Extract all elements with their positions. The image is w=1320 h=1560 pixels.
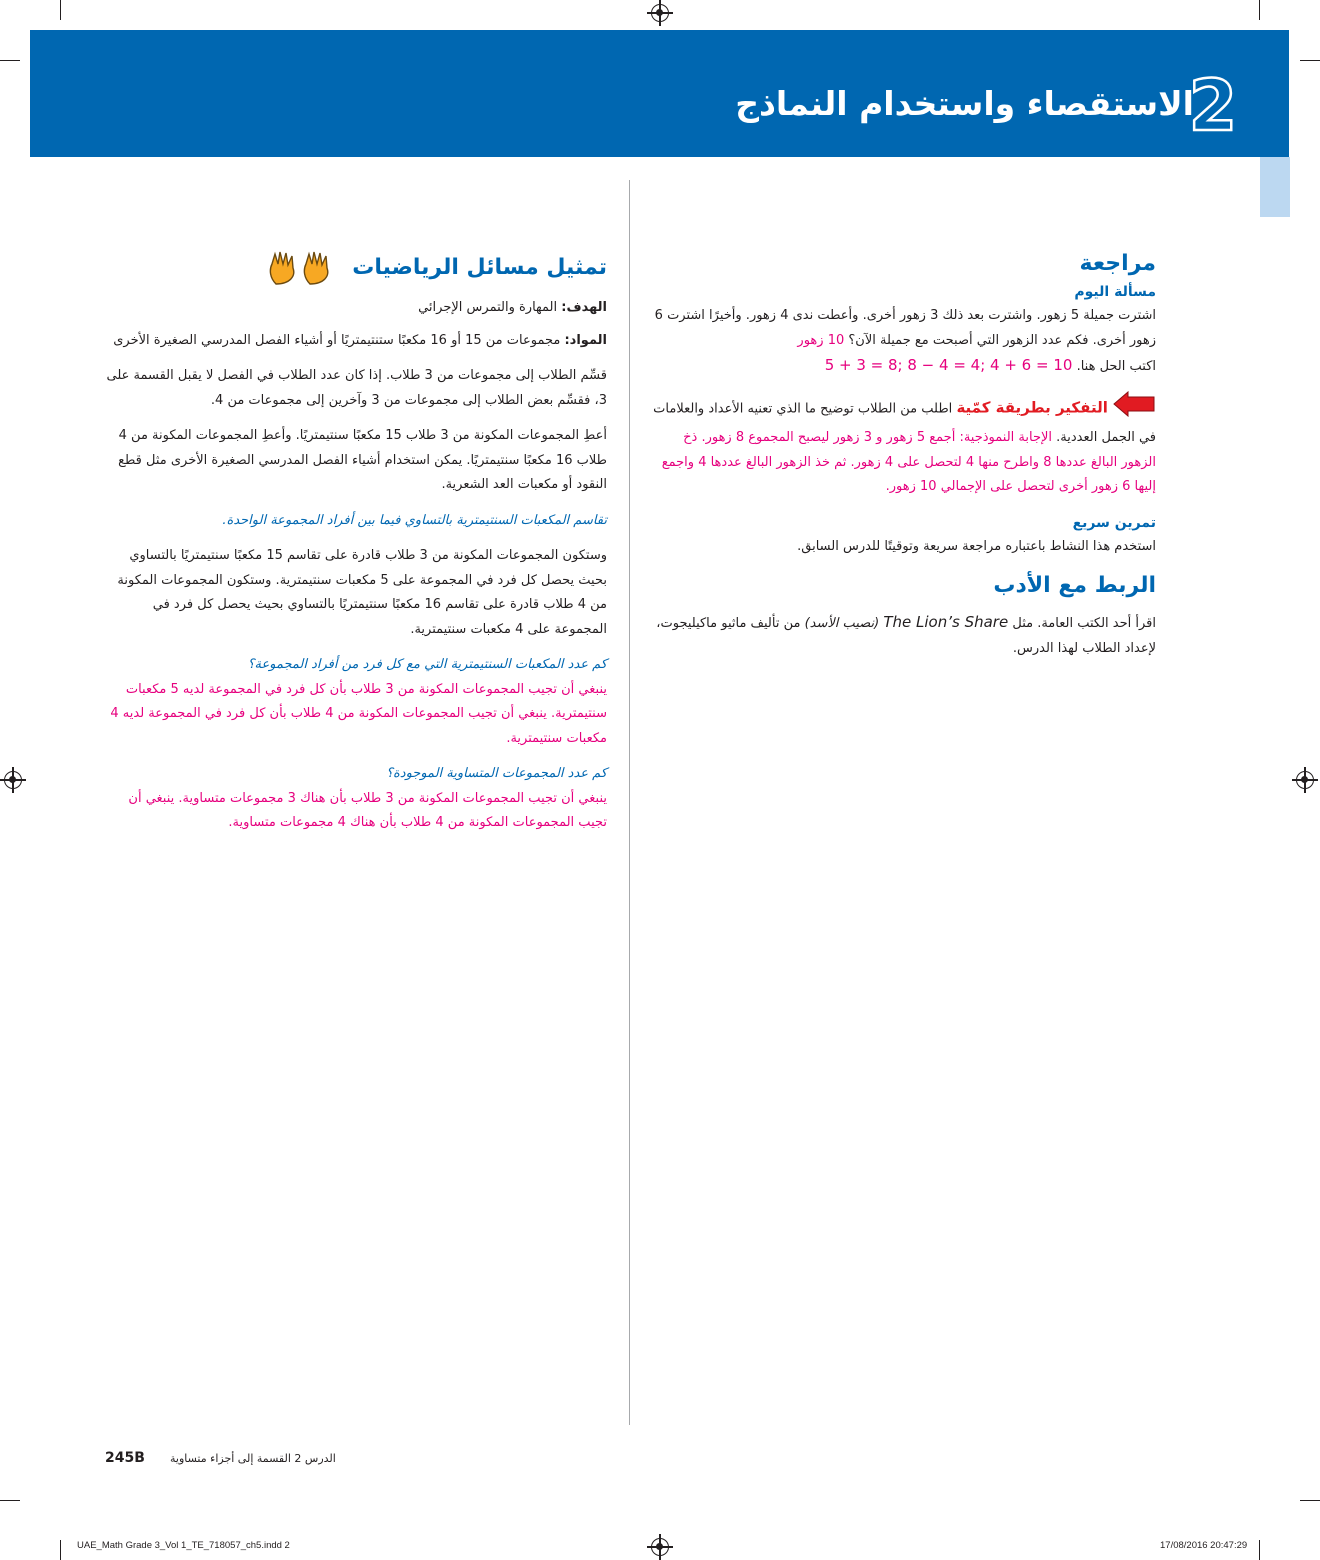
crop-mark xyxy=(1259,0,1260,20)
activity-title: تمثيل مسائل الرياضيات xyxy=(352,255,607,280)
column-divider xyxy=(629,180,630,1425)
arrow-badge xyxy=(1112,391,1156,427)
quick-practice-text: استخدم هذا النشاط باعتباره مراجعة سريعة وتوقيتًا للدرس السابق. xyxy=(797,538,1156,554)
sample-answer: ينبغي أن تجيب المجموعات المكونة من 3 طلاب بأن هناك 3 مجموعات متساوية. ينبغي أن تجيب المجموعات المكونة من 4 طلاب بأن هناك 4 مجموعات متساوية. xyxy=(128,790,607,830)
registration-mark xyxy=(651,4,669,22)
problem-answer: 10 زهور xyxy=(797,332,845,348)
instruction-paragraph: أعطِ المجموعات المكونة من 3 طلاب 15 مكعبًا سنتيمتريًا. وأعطِ المجموعات المكونة من 4 طلاب 16 مكعبًا سنتيمتريًا. يمكن استخدام أشياء الفصل المدرسي الصغيرة الأخرى مثل قطع النقود أو مكعبات العد الشعرية. xyxy=(118,428,607,492)
registration-mark xyxy=(4,771,22,789)
think-answer: الإجابة النموذجية: أجمع 5 زهور و 3 زهور ليصبح المجموع 8 زهور. ذخ الزهور البالغ عددها 8 واطرح منها 4 لتحصل على 4 زهور. ثم خذ الزهور البالغ عددها 4 واجمع إليها 6 زهور أخرى لتحصل على الإجمالي 10 زهور. xyxy=(661,430,1156,494)
crop-mark xyxy=(60,1540,61,1560)
literature-heading: الربط مع الأدب xyxy=(993,573,1156,598)
prompt-question: كم عدد المجموعات المتساوية الموجودة؟ xyxy=(386,766,607,781)
crop-mark xyxy=(0,1500,20,1501)
book-title-ar: (نصيب الأسد) xyxy=(804,616,880,631)
activity-header xyxy=(105,248,607,288)
chapter-title: الاستقصاء واستخدام النماذج xyxy=(735,84,1194,123)
goal-label: الهدف: xyxy=(561,300,607,315)
hands-icon xyxy=(266,248,344,288)
crop-mark xyxy=(1300,60,1320,61)
left-column xyxy=(105,248,607,836)
slug-date: 17/08/2016 20:47:29 xyxy=(1160,1540,1248,1551)
quick-practice-heading: تمرين سريع xyxy=(1072,514,1156,531)
sample-answer: ينبغي أن تجيب المجموعات المكونة من 3 طلاب بأن كل فرد في المجموعة لديه 5 مكعبات سنتيمترية. ينبغي أن تجيب المجموعات المكونة من 4 طلاب بأن كل فرد في المجموعة لديه 4 مكعبات سنتيمترية. xyxy=(110,681,607,746)
registration-mark xyxy=(1296,771,1314,789)
problem-of-day-heading: مسألة اليوم xyxy=(1074,284,1156,300)
side-tab xyxy=(1260,157,1290,217)
instruction-paragraph: قسِّم الطلاب إلى مجموعات من 3 طلاب. إذا كان عدد الطلاب في الفصل لا يقبل القسمة على 3، فقسِّم بعض الطلاب إلى مجموعات من 3 وآخرين إلى مجموعات من 4. xyxy=(106,368,607,408)
crop-mark xyxy=(0,60,20,61)
literature-text-2: من تأليف ماثيو ماكيليجوت، لإعداد الطلاب لهذا الدرس. xyxy=(656,616,1156,656)
materials-label: المواد: xyxy=(564,332,607,348)
page-number: 245B xyxy=(105,1450,145,1466)
prompt-question: كم عدد المكعبات السنتيمترية التي مع كل فرد من أفراد المجموعة؟ xyxy=(247,657,607,672)
literature-text-1: اقرأ أحد الكتب العامة. مثل xyxy=(1012,616,1156,631)
chapter-number-text: 2 xyxy=(1188,65,1238,140)
registration-mark xyxy=(651,1538,669,1556)
slug-file: UAE_Math Grade 3_Vol 1_TE_718057_ch5.indd 2 xyxy=(77,1540,290,1551)
problem-text: اشترت جميلة 5 زهور. واشترت بعد ذلك 3 زهور أخرى. وأعطت ندى 4 زهور. وأخيرًا اشترت 6 زهور أخرى. فكم عدد الزهور التي أصبحت مع جميلة الآن؟ xyxy=(654,308,1156,348)
prompt-question: تقاسم المكعبات السنتيمترية بالتساوي فيما بين أفراد المجموعة الواحدة. xyxy=(222,512,607,528)
goal-text: المهارة والتمرس الإجرائي xyxy=(418,300,558,315)
think-text: اطلب من الطلاب توضيح ما الذي تعنيه الأعداد والعلامات في الجمل العددية. xyxy=(653,400,1156,445)
solution-lead: اكتب الحل هنا. xyxy=(1076,359,1156,374)
right-column xyxy=(648,248,1156,661)
crop-mark xyxy=(1300,1500,1320,1501)
footer-lesson: الدرس 2 القسمة إلى أجزاء متساوية xyxy=(170,1452,336,1465)
instruction-paragraph: وستكون المجموعات المكونة من 3 طلاب قادرة على تقاسم 15 مكعبًا سنتيمتريًا بالتساوي بحيث يحصل كل فرد في المجموعة على 5 مكعبات سنتيمترية. وستكون المجموعات المكونة من 4 طلاب قادرة على تقاسم 16 مكعبًا سنتيمتريًا بالتساوي بحيث يحصل كل فرد في المجموعة على 4 مكعبات سنتيمترية. xyxy=(117,548,607,637)
materials-text: مجموعات من 15 أو 16 مكعبًا ستنتيمتريًا أو أشياء الفصل المدرسي الصغيرة الأخرى xyxy=(113,332,561,348)
crop-mark xyxy=(60,0,61,20)
arrow-left-icon xyxy=(1112,391,1156,417)
review-heading: مراجعة xyxy=(1079,251,1156,276)
solution-equation: 5 + 3 = 8; 8 − 4 = 4; 4 + 6 = 10 xyxy=(824,356,1073,374)
think-title: التفكير بطريقة كمّية xyxy=(956,397,1108,416)
book-title: The Lion’s Share xyxy=(883,613,1009,631)
crop-mark xyxy=(1259,1540,1260,1560)
